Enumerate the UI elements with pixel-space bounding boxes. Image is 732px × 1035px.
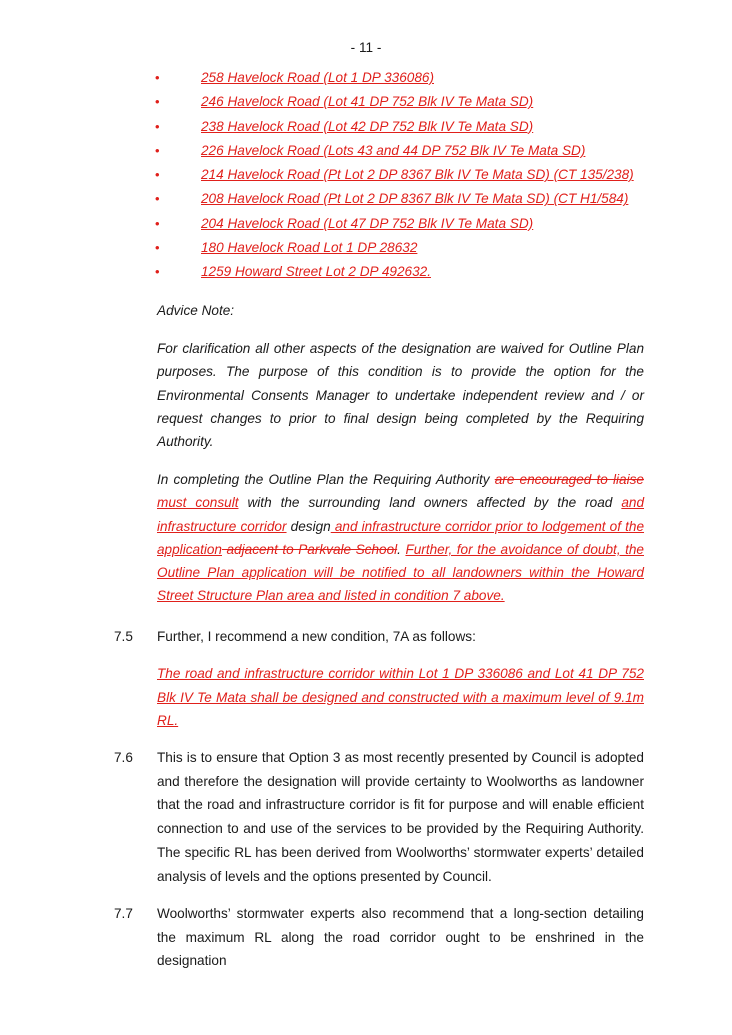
list-item [155, 92, 655, 116]
list-item [155, 214, 655, 238]
bullet-icon: • [155, 240, 160, 256]
outline-text: design [286, 518, 331, 534]
deleted-text: are encouraged to liaise [494, 472, 644, 487]
list-item [155, 68, 655, 92]
outline-text: . [397, 541, 406, 557]
outline-plan-paragraph [157, 468, 644, 608]
bullet-icon: • [155, 70, 160, 85]
property-list [155, 68, 655, 287]
paragraph-text: Further, I recommend a new condition, 7A as follows: [157, 629, 476, 644]
list-item [155, 189, 655, 213]
list-item-text: 226 Havelock Road (Lots 43 and 44 DP 752 Blk IV Te Mata SD) [201, 142, 586, 158]
list-item-text: 246 Havelock Road (Lot 41 DP 752 Blk IV Te Mata SD) [201, 94, 534, 110]
list-item [155, 262, 655, 286]
list-item [155, 238, 655, 262]
page-number: - 11 - [350, 40, 382, 55]
inserted-text: must consult [157, 495, 239, 511]
bullet-icon: • [155, 142, 160, 158]
paragraph-number: 7.7 [114, 906, 133, 921]
list-item-text: 258 Havelock Road (Lot 1 DP 336086) [201, 70, 434, 85]
deleted-text: adjacent to Parkvale School [222, 541, 398, 557]
list-item [155, 117, 655, 141]
outline-text: with the surrounding land owners affected by the road [238, 495, 622, 511]
list-item-text: 238 Havelock Road (Lot 42 DP 752 Blk IV Te Mata SD) [201, 118, 534, 134]
paragraph-number: 7.6 [114, 750, 133, 765]
list-item-text: 214 Havelock Road (Pt Lot 2 DP 8367 Blk IV Te Mata SD) (CT 135/238) [201, 167, 634, 183]
inserted-text: and infrastructure corridor [157, 495, 645, 534]
paragraph-number: 7.5 [114, 629, 133, 644]
bullet-icon: • [155, 118, 160, 134]
bullet-icon: • [155, 264, 160, 280]
bullet-icon: • [155, 191, 160, 207]
paragraph-text: This is to ensure that Option 3 as most recently presented by Council is adopted and therefore the designation will provide certainty to Woolworths as landowner that the road and infrastructure corridor is fit for purpose and will enable efficient connection to and use of the services to be provided by the Requiring Authority. The specific RL has been derived from Woolworths’ stormwater experts’ detailed analysis of levels and the options presented by Council. [157, 750, 644, 884]
list-item [155, 165, 655, 189]
advice-note-paragraph: For clarification all other aspects of the designation are waived for Outline Plan purposes. The purpose of this condition is to provide the option for the Environmental Consents Manager to undertake independent review and / or request changes to prior to final design being completed by the Requiring Authority. [157, 341, 644, 450]
advice-note-heading: Advice Note: [157, 303, 235, 318]
condition-7a-text: The road and infrastructure corridor within Lot 1 DP 336086 and Lot 41 DP 752 Blk IV Te Mata shall be designed and constructed with a maximum level of 9.1m RL. [157, 666, 644, 729]
list-item-text: 208 Havelock Road (Pt Lot 2 DP 8367 Blk IV Te Mata SD) (CT H1/584) [201, 191, 629, 207]
bullet-icon: • [155, 167, 160, 183]
inserted-text: and infrastructure corridor prior to lodgement of the application [157, 518, 645, 557]
paragraph-text: Woolworths’ stormwater experts also recommend that a long-section detailing the maximum RL along the road corridor ought to be enshrined in the designation [157, 906, 644, 969]
list-item-text: 180 Havelock Road Lot 1 DP 28632 [201, 240, 418, 256]
outline-text: In completing the Outline Plan the Requiring Authority [157, 472, 495, 487]
bullet-icon: • [155, 94, 160, 110]
bullet-icon: • [155, 215, 160, 231]
list-item-text: 1259 Howard Street Lot 2 DP 492632. [201, 264, 431, 280]
list-item-text: 204 Havelock Road (Lot 47 DP 752 Blk IV Te Mata SD) [201, 215, 534, 231]
list-item [155, 141, 655, 165]
inserted-text: Further, for the avoidance of doubt, the Outline Plan application will be notified to all landowners within the Howard Street Structure Plan area and listed in condition 7 above. [157, 541, 644, 604]
